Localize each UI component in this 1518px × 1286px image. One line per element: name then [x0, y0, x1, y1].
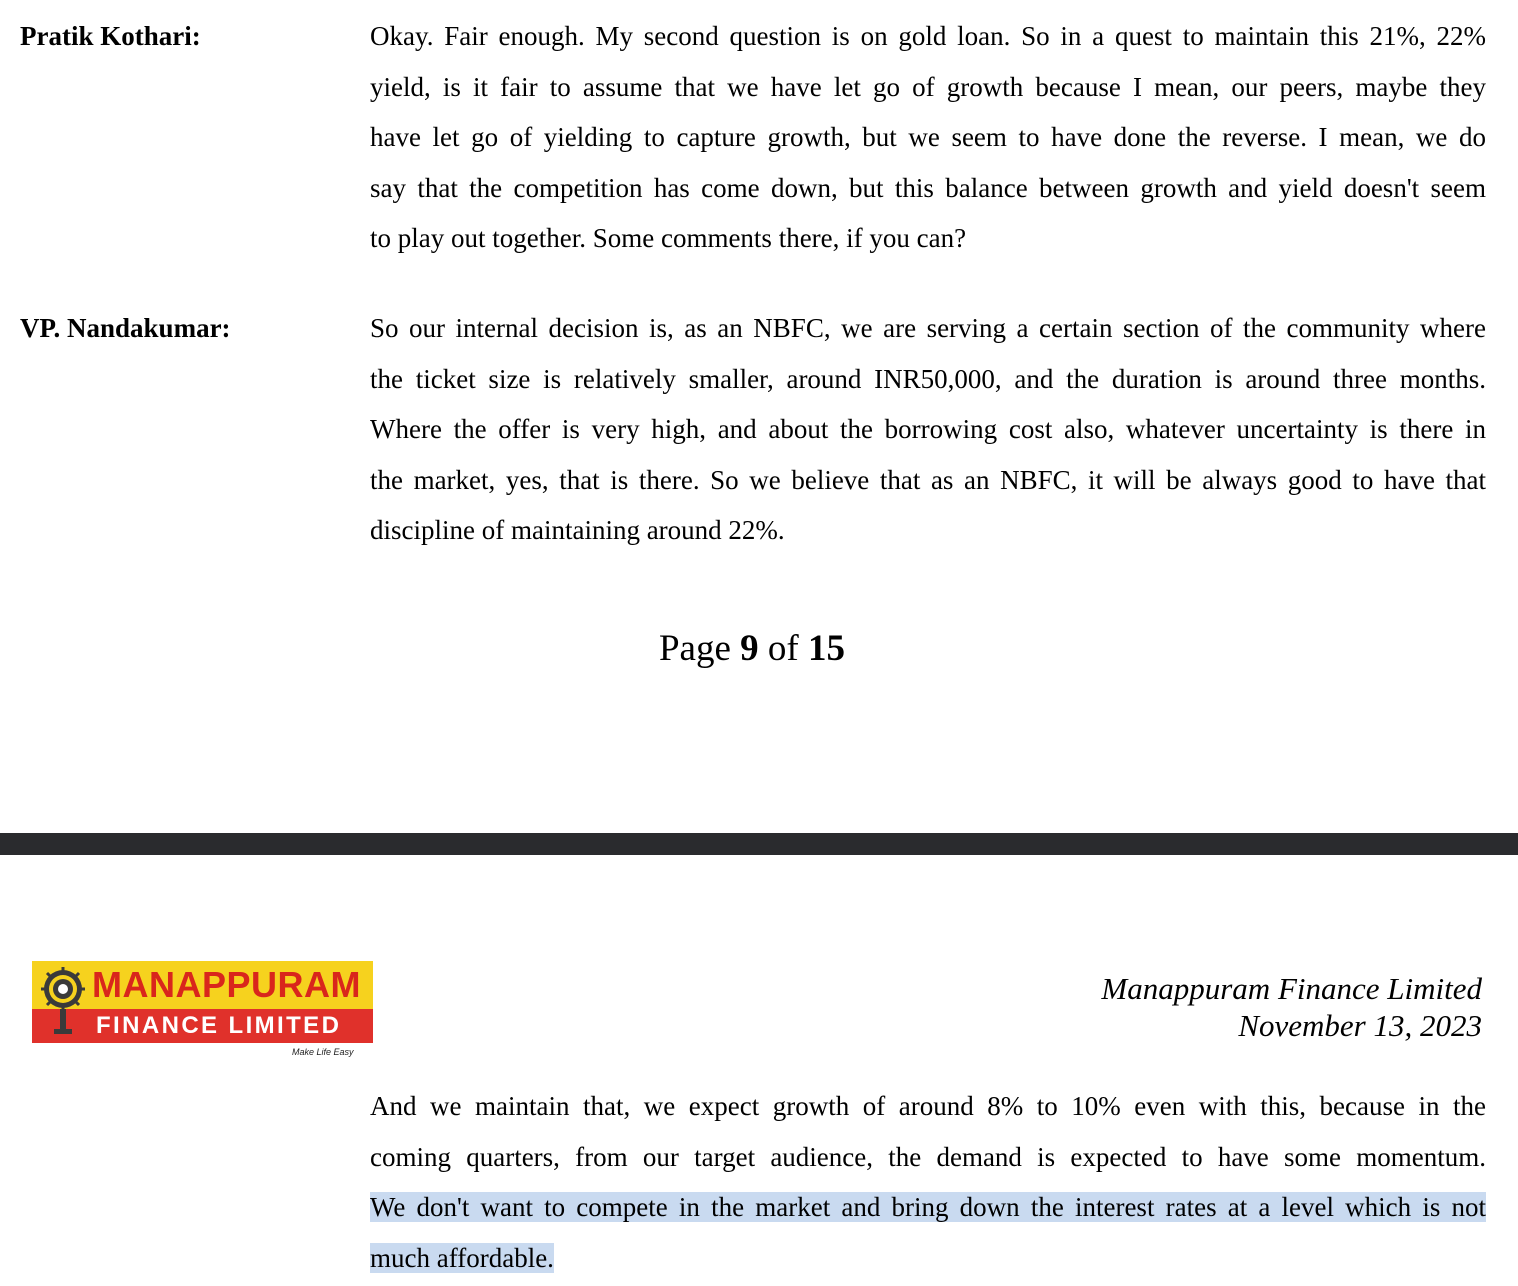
company-logo	[32, 961, 373, 1043]
speaker-name: Pratik Kothari:	[20, 21, 201, 51]
text-line: yield, is it fair to assume that we have let go of growth because I mean, our peers, maybe they	[370, 71, 1486, 102]
document-header	[1101, 970, 1482, 1044]
logo-sub-text: FINANCE LIMITED	[96, 1012, 342, 1039]
highlighted-line	[370, 1182, 1486, 1233]
page-number	[0, 624, 1504, 674]
text-line: have let go of yielding to capture growth, but we seem to have done the reverse. I mean, we do	[370, 122, 1486, 152]
document-date: November 13, 2023	[1238, 1008, 1482, 1043]
text-line: Okay. Fair enough. My second question is on gold loan. So in a quest to maintain this 21%, 22%	[370, 21, 1486, 51]
text-highlight[interactable]: We don't want to compete in the market and bring down the interest rates at a level which is not	[370, 1192, 1486, 1222]
text-line: Where the offer is very high, and about the borrowing cost also, whatever uncertainty is there in	[370, 414, 1486, 444]
text-line: say that the competition has come down, but this balance between growth and yield doesn't seem	[370, 172, 1486, 203]
text-line: So our internal decision is, as an NBFC, we are serving a certain section of the community where	[370, 313, 1486, 343]
speech-paragraph	[370, 303, 1486, 556]
page-current: 9	[740, 628, 759, 669]
page-of-label: of	[767, 628, 799, 669]
page-divider	[0, 833, 1518, 855]
page-label: Page	[658, 628, 731, 669]
speaker-name: VP. Nandakumar:	[20, 313, 231, 343]
page-total: 15	[808, 628, 845, 669]
highlighted-line	[370, 1233, 1486, 1284]
text-highlight[interactable]: much affordable.	[370, 1242, 554, 1273]
logo-brand-text: MANAPPURAM	[92, 964, 361, 1005]
company-name: Manappuram Finance Limited	[1101, 971, 1482, 1006]
text-line: the market, yes, that is there. So we believe that as an NBFC, it will be always good to have that	[370, 464, 1486, 495]
text-line: discipline of maintaining around 22%.	[370, 515, 785, 545]
text-line: to play out together. Some comments there, if you can?	[370, 223, 967, 253]
continuation-paragraph	[370, 1081, 1486, 1283]
text-line: And we maintain that, we expect growth of around 8% to 10% even with this, because in the	[370, 1091, 1486, 1121]
emblem-icon	[38, 965, 88, 1039]
speech-paragraph	[370, 11, 1486, 264]
text-line: the ticket size is relatively smaller, around INR50,000, and the duration is around three months.	[370, 363, 1486, 394]
text-line: coming quarters, from our target audience, the demand is expected to have some momentum.	[370, 1141, 1486, 1172]
logo-tagline: Make Life Easy	[292, 1047, 354, 1057]
